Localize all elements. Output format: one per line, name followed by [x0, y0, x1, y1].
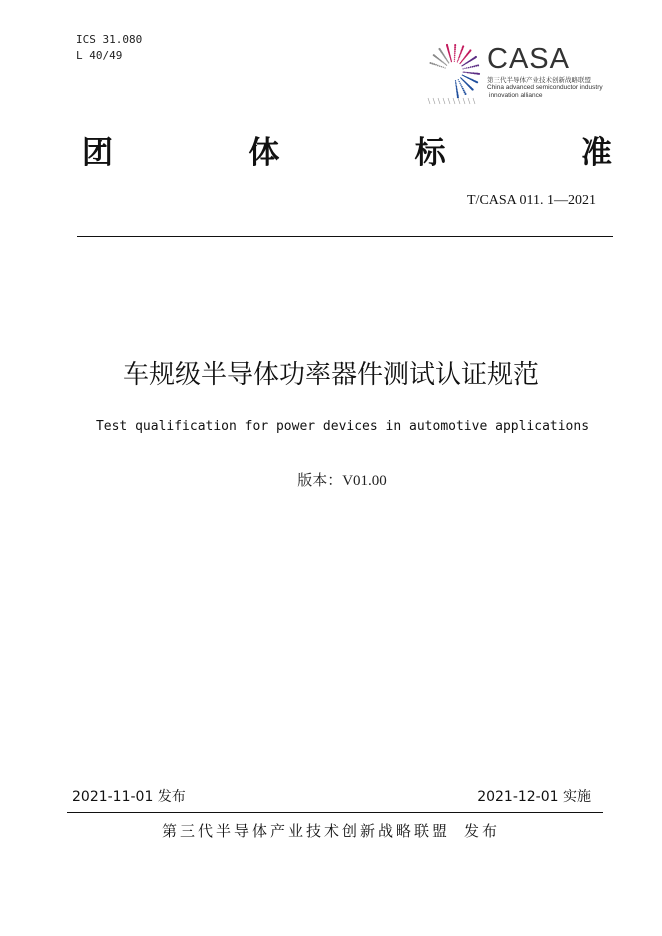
- logo-dot: [458, 79, 459, 80]
- logo-dot: [431, 63, 433, 65]
- logo-dot: [443, 67, 444, 68]
- logo-dash: [463, 98, 465, 104]
- logo-dot: [455, 84, 456, 85]
- logo-dash: [443, 98, 445, 104]
- logo-dot: [456, 86, 458, 88]
- logo-dot: [459, 83, 460, 84]
- logo-dot: [459, 55, 461, 57]
- logo-name: CASA: [487, 43, 570, 75]
- standard-type-char: 准: [580, 135, 612, 171]
- logo-dot: [454, 54, 456, 56]
- logo-dot: [456, 89, 458, 91]
- logo-dot: [454, 59, 455, 60]
- logo-dot: [475, 65, 477, 67]
- publisher-line: [0, 820, 662, 841]
- logo-dot: [454, 50, 456, 52]
- standard-type-char: 体: [248, 135, 280, 171]
- logo-dot: [470, 66, 472, 68]
- logo-dot: [459, 81, 460, 82]
- logo-dot: [476, 81, 478, 83]
- logo-dot: [462, 88, 464, 90]
- logo-dot: [433, 54, 435, 56]
- logo-dash: [453, 98, 455, 104]
- logo-dot: [470, 72, 472, 74]
- logo-dot: [472, 89, 474, 91]
- logo-dot: [429, 62, 431, 64]
- logo-dash: [433, 98, 435, 104]
- logo-chinese-name: 第三代半导体产业技术创新战略联盟: [487, 76, 591, 84]
- top-divider: [77, 236, 613, 237]
- casa-logo: [420, 38, 620, 108]
- logo-dot: [466, 67, 467, 68]
- logo-dot: [462, 45, 464, 47]
- logo-dot: [467, 72, 468, 73]
- logo-dot: [435, 64, 437, 66]
- standard-type-char: 团: [82, 135, 113, 171]
- logo-dash: [438, 98, 440, 104]
- logo-dot: [472, 66, 474, 68]
- logo-dot: [460, 84, 462, 86]
- logo-dot: [478, 73, 480, 75]
- logo-dot: [454, 56, 455, 57]
- implement-date: 2021-12-01 实施: [477, 789, 591, 805]
- logo-dot: [454, 46, 456, 48]
- title-english: Test qualification for power devices in automotive applications: [95, 419, 590, 434]
- logo-dot: [477, 64, 479, 66]
- logo-dot: [446, 65, 447, 66]
- standard-number: T/CASA 011. 1—2021: [467, 193, 596, 208]
- logo-english-line1: China advanced semiconductor industry: [487, 84, 603, 91]
- logo-dot: [465, 72, 466, 73]
- logo-dot: [442, 62, 443, 63]
- logo-dash: [468, 98, 470, 104]
- standard-type-char: 标: [414, 135, 446, 171]
- logo-dash: [473, 98, 475, 104]
- logo-dot: [433, 63, 435, 65]
- casa-logo-sphere-icon: [420, 38, 486, 108]
- title-chinese: 车规级半导体功率器件测试认证规范: [122, 360, 539, 390]
- logo-dot: [458, 58, 459, 59]
- logo-dot: [446, 44, 448, 46]
- logo-dash: [448, 98, 450, 104]
- publisher-name: 第三代半导体产业技术创新战略联盟: [161, 822, 450, 840]
- logo-dot: [439, 65, 441, 67]
- logo-dot: [464, 72, 465, 73]
- logo-dot: [455, 82, 456, 83]
- logo-dot: [455, 83, 456, 84]
- logo-dot: [464, 91, 466, 93]
- logo-dot: [464, 93, 466, 95]
- publisher-action: 发布: [464, 822, 501, 840]
- logo-dot: [463, 72, 464, 73]
- logo-dot: [445, 64, 446, 65]
- logo-dot: [441, 66, 442, 67]
- logo-dot: [454, 52, 456, 54]
- logo-dot: [454, 44, 456, 46]
- standard-type-heading: [82, 133, 612, 173]
- logo-dot: [468, 67, 470, 69]
- logo-dot: [462, 75, 463, 76]
- logo-dash: [428, 98, 430, 104]
- logo-dot: [464, 68, 465, 69]
- logo-dot: [469, 49, 471, 51]
- ccs-code: L 40/49: [76, 49, 123, 62]
- logo-dot: [473, 65, 475, 67]
- logo-dot: [445, 67, 446, 68]
- logo-dot: [457, 61, 458, 62]
- logo-dot: [454, 61, 455, 62]
- logo-dot: [456, 87, 458, 89]
- logo-dot: [461, 86, 463, 88]
- logo-dot: [475, 56, 477, 58]
- logo-dot: [457, 96, 459, 98]
- logo-dot: [458, 57, 459, 58]
- logo-dot: [468, 72, 470, 74]
- version-label: 版本：V01.00: [297, 473, 387, 489]
- logo-dot: [463, 68, 464, 69]
- ics-code: ICS 31.080: [76, 33, 143, 46]
- logo-dot: [438, 48, 440, 50]
- logo-dot: [444, 63, 445, 64]
- publish-date: 2021-11-01 发布: [72, 789, 186, 805]
- logo-dot: [463, 89, 465, 91]
- logo-dot: [437, 65, 439, 67]
- logo-dot: [455, 80, 456, 81]
- bottom-divider: [67, 812, 603, 813]
- logo-dot: [471, 72, 473, 74]
- logo-english-line2: innovation alliance: [489, 92, 543, 99]
- logo-dot: [454, 48, 456, 50]
- logo-dash: [458, 98, 460, 104]
- logo-dot: [457, 60, 458, 61]
